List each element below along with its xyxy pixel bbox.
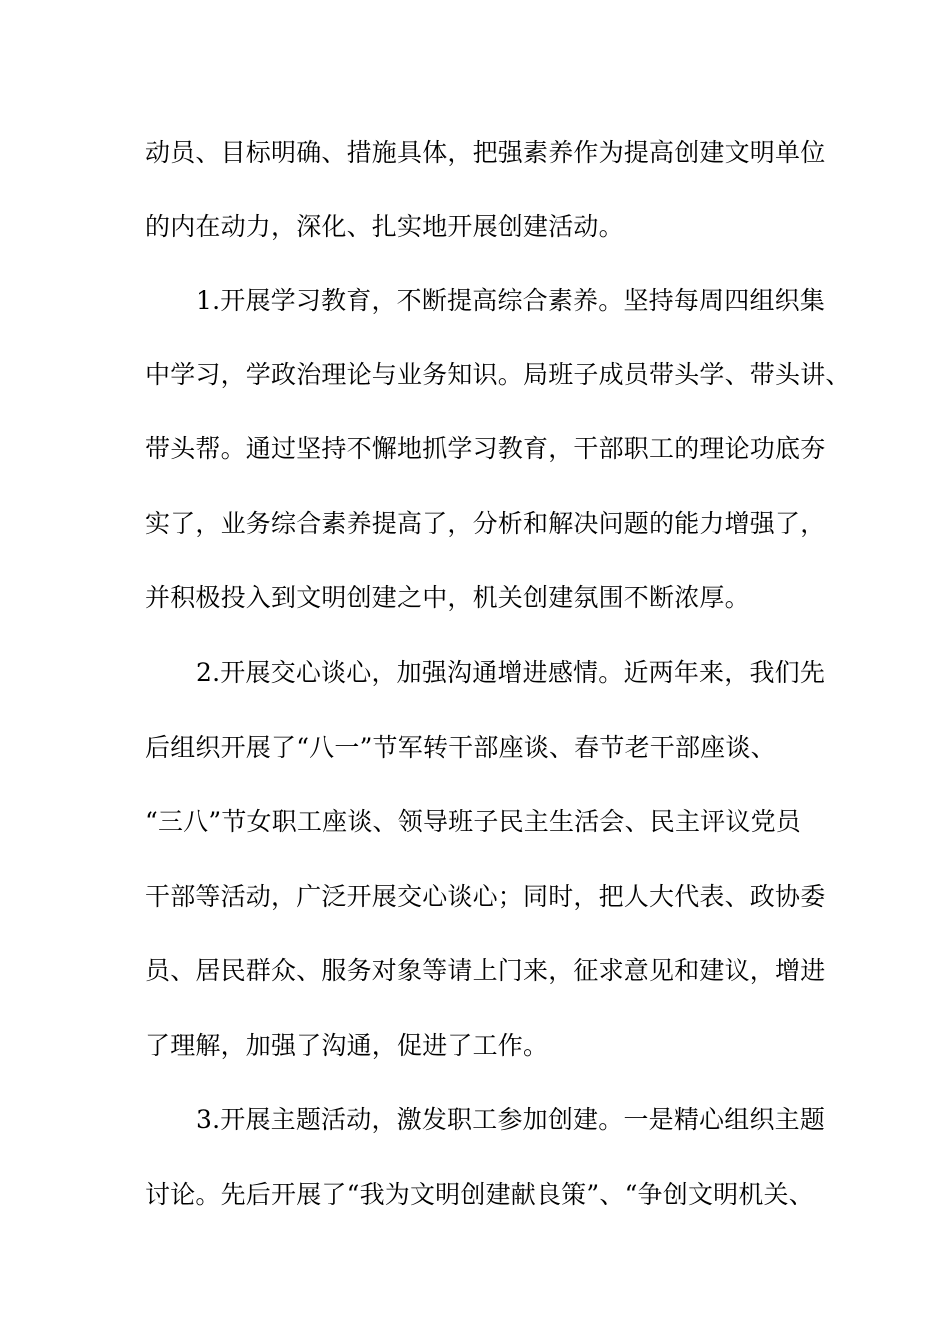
text-line-15: 讨论。先后开展了“我为文明创建献良策”、“争创文明机关、 <box>145 1180 814 1209</box>
text-line-4: 中学习，学政治理论与业务知识。局班子成员带头学、带头讲、 <box>145 360 851 389</box>
paragraph-2-heading: 2.开展交心谈心，加强沟通增进感情。近两年来，我们先 <box>196 658 826 687</box>
text-line-12: 员、居民群众、服务对象等请上门来，征求意见和建议，增进 <box>145 956 826 985</box>
text-line-11: 干部等活动，广泛开展交心谈心；同时，把人大代表、政协委 <box>145 882 826 911</box>
text-line-1: 动员、目标明确、措施具体，把强素养作为提高创建文明单位 <box>145 138 826 167</box>
text-line-2: 的内在动力，深化、扎实地开展创建活动。 <box>145 212 624 241</box>
text-line-6: 实了，业务综合素养提高了，分析和解决问题的能力增强了， <box>145 509 826 538</box>
text-line-10: “三八”节女职工座谈、领导班子民主生活会、民主评议党员 <box>145 807 801 836</box>
text-line-13: 了理解，加强了沟通，促进了工作。 <box>145 1031 549 1060</box>
paragraph-1-heading: 1.开展学习教育，不断提高综合素养。坚持每周四组织集 <box>196 286 826 315</box>
text-line-5: 带头帮。通过坚持不懈地抓学习教育，干部职工的理论功底夯 <box>145 434 826 463</box>
text-line-9: 后组织开展了“八一”节军转干部座谈、春节老干部座谈、 <box>145 733 776 762</box>
text-line-7: 并积极投入到文明创建之中，机关创建氛围不断浓厚。 <box>145 583 750 612</box>
paragraph-3-heading: 3.开展主题活动，激发职工参加创建。一是精心组织主题 <box>196 1105 826 1134</box>
